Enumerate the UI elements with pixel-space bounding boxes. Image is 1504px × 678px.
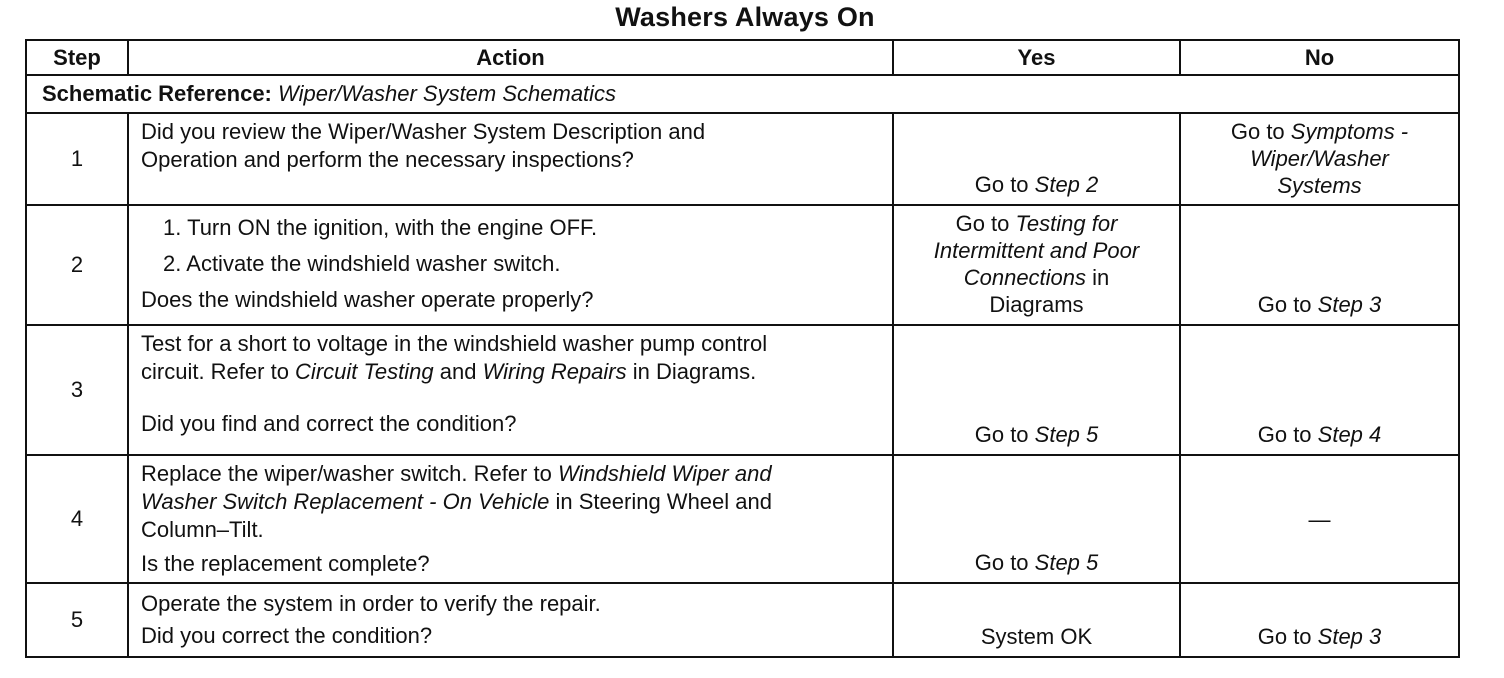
list-item	[141, 246, 880, 282]
action-text-part: circuit. Refer to	[141, 359, 296, 384]
action-link[interactable]: Wiring Repairs	[482, 359, 627, 384]
action-text	[141, 488, 880, 516]
yes-link[interactable]: Connections	[963, 265, 1087, 290]
yes-cell	[893, 455, 1180, 583]
schematic-label: Schematic Reference:	[42, 81, 272, 106]
diagnostic-table	[25, 39, 1460, 658]
yes-link[interactable]: Testing for	[1015, 211, 1118, 236]
action-cell	[128, 583, 893, 657]
action-link[interactable]: Circuit Testing	[295, 359, 434, 384]
no-text: Go to	[1257, 624, 1318, 649]
step-number: 3	[26, 325, 128, 455]
no-text: Go to	[1257, 422, 1318, 447]
action-text-part: and	[433, 359, 483, 384]
header-row	[26, 40, 1459, 75]
list-item-number: 1.	[163, 215, 182, 240]
schematic-reference-row	[26, 75, 1459, 113]
table-row	[26, 113, 1459, 205]
table-row	[26, 325, 1459, 455]
no-link[interactable]: Systems	[1277, 173, 1362, 198]
action-text: Did you review the Wiper/Washer System Description and	[141, 119, 706, 144]
yes-text: Go to	[974, 172, 1035, 197]
step-number: 2	[26, 205, 128, 325]
list-item	[141, 210, 880, 246]
schematic-reference	[26, 75, 1459, 113]
list-item-number: 2.	[163, 251, 182, 276]
no-text: Go to	[1257, 292, 1318, 317]
yes-cell	[893, 205, 1180, 325]
no-cell: —	[1180, 455, 1459, 583]
action-text-part: in Steering Wheel and	[549, 489, 772, 514]
header-step: Step	[26, 40, 128, 75]
action-cell	[128, 455, 893, 583]
list-item-text: Activate the windshield washer switch.	[186, 251, 561, 276]
action-text-part: in Diagrams.	[626, 359, 757, 384]
no-text: Go to	[1230, 119, 1291, 144]
yes-text: Go to	[974, 422, 1035, 447]
yes-link[interactable]: Intermittent and Poor	[933, 238, 1140, 263]
yes-link[interactable]: Step 5	[1034, 422, 1099, 447]
no-link[interactable]: Step 3	[1317, 624, 1382, 649]
yes-text: Go to	[974, 550, 1035, 575]
yes-cell	[893, 113, 1180, 205]
yes-text: Diagrams	[989, 292, 1084, 317]
no-cell	[1180, 113, 1459, 205]
header-no: No	[1180, 40, 1459, 75]
no-link[interactable]: Step 4	[1317, 422, 1382, 447]
no-cell	[1180, 583, 1459, 657]
action-link[interactable]: Windshield Wiper and	[557, 461, 772, 486]
no-cell	[1180, 325, 1459, 455]
step-number: 5	[26, 583, 128, 657]
action-text	[141, 358, 880, 386]
action-cell	[128, 325, 893, 455]
no-link[interactable]: Step 3	[1317, 292, 1382, 317]
yes-link[interactable]: Step 5	[1034, 550, 1099, 575]
action-question: Did you find and correct the condition?	[141, 411, 517, 436]
list-item-text: Turn ON the ignition, with the engine OFF.	[187, 215, 598, 240]
action-text: Operate the system in order to verify the repair.	[141, 591, 601, 616]
action-question: Is the replacement complete?	[141, 551, 430, 576]
action-question: Does the windshield washer operate properly?	[141, 287, 594, 312]
action-text-part: Replace the wiper/washer switch. Refer to	[141, 461, 558, 486]
step-number: 1	[26, 113, 128, 205]
no-link[interactable]: Symptoms -	[1290, 119, 1409, 144]
yes-text: in	[1086, 265, 1110, 290]
header-yes: Yes	[893, 40, 1180, 75]
no-cell	[1180, 205, 1459, 325]
yes-cell: System OK	[893, 583, 1180, 657]
action-cell	[128, 205, 893, 325]
table-row	[26, 455, 1459, 583]
yes-cell	[893, 325, 1180, 455]
action-text: Operation and perform the necessary inspections?	[141, 147, 634, 172]
action-text: Test for a short to voltage in the windshield washer pump control	[141, 331, 768, 356]
header-action: Action	[128, 40, 893, 75]
table-row	[26, 205, 1459, 325]
step-number: 4	[26, 455, 128, 583]
page-title: Washers Always On	[615, 2, 875, 32]
action-link[interactable]: Washer Switch Replacement - On Vehicle	[141, 489, 550, 514]
action-question: Did you correct the condition?	[141, 623, 433, 648]
yes-text: Go to	[955, 211, 1016, 236]
table-row	[26, 583, 1459, 657]
yes-link[interactable]: Step 2	[1034, 172, 1099, 197]
action-text: Column–Tilt.	[141, 517, 264, 542]
action-steps-list	[141, 210, 880, 282]
schematic-link[interactable]: Wiper/Washer System Schematics	[278, 81, 617, 106]
no-link[interactable]: Wiper/Washer	[1250, 146, 1389, 171]
action-cell	[128, 113, 893, 205]
action-text	[141, 460, 880, 488]
